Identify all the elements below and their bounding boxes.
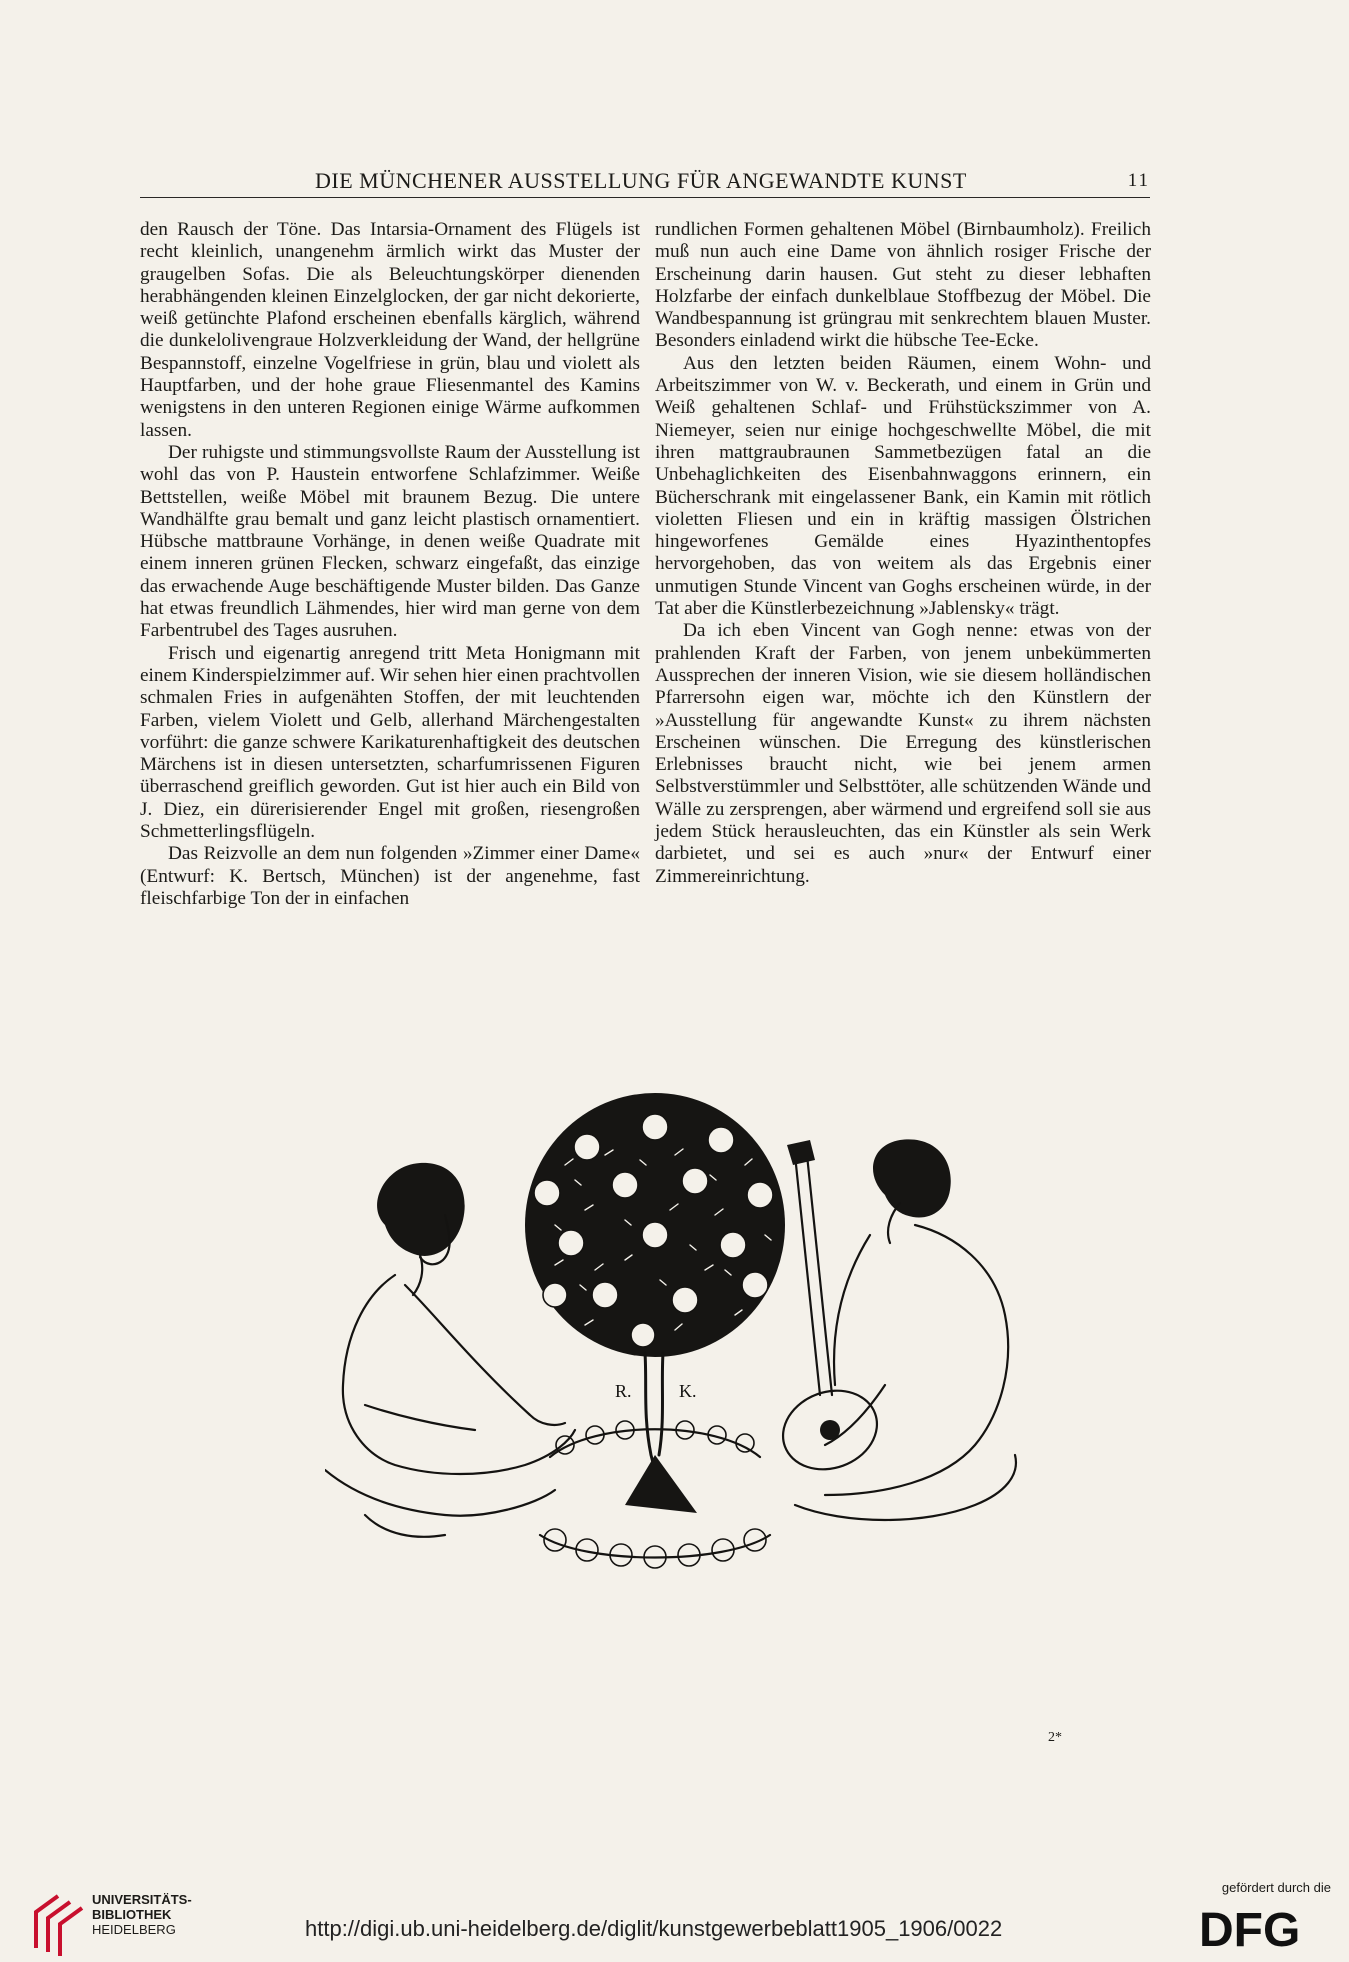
monogram-right: K. — [679, 1381, 697, 1401]
paragraph: Da ich eben Vincent van Gogh nenne: etwas von der prahlenden Kraft der Farben, von jenem unbekümmerten Aussprechen der inneren Vision, wie sie diesem holländischen Pfarrersohn eigen war, möchte ich den Künstlern der »Ausstellung für angewandte Kunst« zu ihrem nächsten Erscheinen wünschen. Die Erregung des künstlerischen Erlebnisses braucht nicht, wie bei jenem armen Selbstverstümmler und Selbsttöter, alle schützenden Wände und Wälle zu zersprengen, aber wärmend und ergreifend soll sie aus jedem Stück herausleuchten, das ein Künstler als sein Werk darbietet, und sei es auch »nur« der Entwurf einer Zimmereinrichtung. — [655, 620, 1151, 887]
right-text-column — [655, 219, 1151, 888]
paragraph: Aus den letzten beiden Räumen, einem Wohn- und Arbeitszimmer von W. v. Beckerath, und einem in Grün und Weiß gehaltenen Schlaf- und Frühstückszimmer von A. Niemeyer, seien nur einige hochgeschwellte Möbel, die mit ihren mattgraubraunen Sammetbezügen fatal an die Unbehaglichkeiten des Eisenbahnwaggons erinnern, ein Bücherschrank mit eingelassener Bank, ein Kamin mit rötlich violetten Fliesen und ein in kräftig massigen Ölstrichen hingeworfenes Gemälde eines Hyazinthentopfes hervorgehoben, das von weitem als das Ergebnis einer unmutigen Stunde Vincent van Goghs erscheinen würde, in der Tat aber die Künstlerbezeichnung »Jablensky« trägt. — [655, 352, 1151, 620]
paragraph: Das Reizvolle an dem nun folgenden »Zimmer einer Dame« (Entwurf: K. Bertsch, München) ist der angenehme, fast fleischfarbige Ton der in einfachen — [140, 843, 640, 909]
permalink-url[interactable]: http://digi.ub.uni-heidelberg.de/diglit/kunstgewerbeblatt1905_1906/0022 — [305, 1916, 1003, 1941]
signature-mark: 2* — [1048, 1730, 1062, 1745]
monogram-left: R. — [615, 1381, 632, 1401]
paragraph: den Rausch der Töne. Das Intarsia-Ornament des Flügels ist recht kleinlich, unangenehm ärmlich wirkt das Muster der graugelben Sofas. Die als Beleuchtungskörper dienenden herabhängenden kleinen Einzelglocken, der gar nicht dekorierte, weiß getünchte Plafond erscheinen ebenfalls kärglich, während die dunkelolivengraue Holzverkleidung der Wand, der hellgrüne Bespannstoff, einzelne Vogelfriese in grün, blau und violett als Hauptfarben, und der hohe graue Fliesenmantel des Kamins wenigstens in den unteren Regionen einige Wärme aufkommen lassen. — [140, 219, 640, 441]
right-woman-figure — [772, 1139, 1016, 1520]
paragraph: rundlichen Formen gehaltenen Möbel (Birnbaumholz). Freilich muß nun auch eine Dame von ähnlich rosiger Frische der Erscheinung darin hausen. Gut steht zu dieser lebhaften Holzfarbe der einfach dunkelblaue Stoffbezug der Möbel. Die Wandbespannung ist grüngrau mit senkrechtem blauen Muster. Besonders einladend wirkt die hübsche Tee-Ecke. — [655, 219, 1151, 352]
university-library-name — [92, 1892, 192, 1937]
page-header-title: DIE MÜNCHENER AUSSTELLUNG FÜR ANGEWANDTE KUNST — [315, 168, 967, 193]
left-text-column — [140, 219, 640, 910]
university-library-logo-icon — [30, 1888, 86, 1958]
funding-caption: gefördert durch die — [1221, 1880, 1331, 1895]
library-line-3: HEIDELBERG — [92, 1922, 176, 1937]
digitization-footer — [0, 1858, 1349, 1962]
rose-tree-illustration — [325, 1085, 1020, 1575]
dfg-logo-icon — [1199, 1904, 1331, 1950]
library-line-1: UNIVERSITÄTS- — [92, 1892, 192, 1907]
paragraph: Der ruhigste und stimmungsvollste Raum der Ausstellung ist wohl das von P. Haustein entworfene Schlafzimmer. Weiße Bettstellen, weiße Möbel mit braunem Bezug. Die untere Wandhälfte grau bemalt und ganz leicht plastisch ornamentiert. Hübsche mattbraune Vorhänge, in denen weiße Quadrate mit einem inneren grünen Flecken, schwarz eingefaßt, das einzige das erwachende Auge beschäftigende Muster bilden. Das Ganze hat etwas freundlich Lähmendes, hier wird man gerne von dem Farbentrubel des Tages ausruhen. — [140, 441, 640, 642]
page-number: 11 — [1127, 170, 1150, 191]
paragraph: Frisch und eigenartig anregend tritt Meta Honigmann mit einem Kinderspielzimmer auf. Wir sehen hier einen prachtvollen schmalen Fries in aufgenähten Stoffen, der mit leuchtenden Farben, vielem Violett und Gelb, allerhand Märchengestalten vorführt: die ganze schwere Karikaturenhaftigkeit des deutschen Märchens ist in diesen untersetzten, scharfumrissenen Figuren überraschend greiflich geworden. Gut ist hier auch ein Bild von J. Diez, ein dürerisierender Engel mit großen, riesengroßen Schmetterlingsflügeln. — [140, 642, 640, 843]
lute-neck — [795, 1155, 832, 1395]
header-rule — [140, 197, 1150, 198]
library-line-2: BIBLIOTHEK — [92, 1907, 172, 1922]
running-header — [140, 168, 1150, 198]
dfg-logo-text: DFG — [1199, 1904, 1301, 1950]
